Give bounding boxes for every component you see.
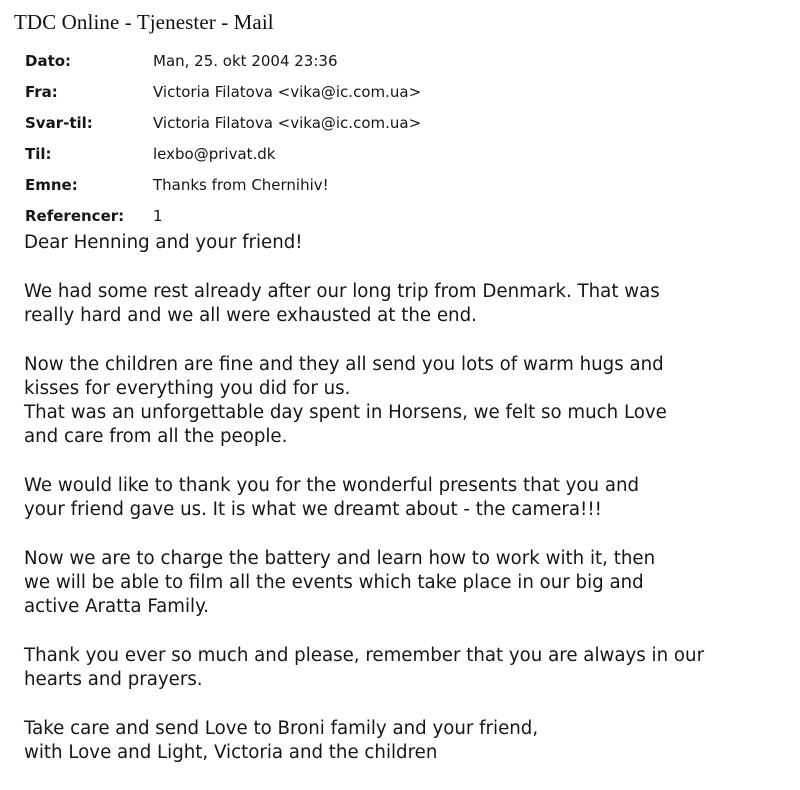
body-line: Thank you ever so much and please, remember that you are always in our bbox=[24, 644, 705, 666]
body-line: and care from all the people. bbox=[24, 426, 288, 448]
references-value: 1 bbox=[153, 207, 163, 225]
paragraph-children bbox=[24, 353, 796, 450]
body-line: Now we are to charge the battery and learn how to work with it, then bbox=[24, 547, 656, 569]
paragraph-trip bbox=[24, 280, 796, 328]
greeting-line: Dear Henning and your friend! bbox=[24, 232, 303, 253]
body-line: active Aratta Family. bbox=[24, 596, 210, 618]
body-line: kisses for everything you did for us. bbox=[24, 377, 351, 399]
subject-value: Thanks from Chernihiv! bbox=[153, 176, 329, 194]
body-line: Take care and send Love to Broni family and your friend, bbox=[24, 717, 539, 739]
date-label: Dato: bbox=[25, 52, 72, 70]
date-value: Man, 25. okt 2004 23:36 bbox=[153, 52, 338, 70]
reply-to-label: Svar-til: bbox=[25, 114, 93, 132]
body-line: hearts and prayers. bbox=[24, 669, 203, 691]
body-line: your friend gave us. It is what we dreamt about - the camera!!! bbox=[24, 499, 602, 521]
body-line: We would like to thank you for the wonderful presents that you and bbox=[24, 474, 640, 496]
mail-body bbox=[24, 231, 796, 790]
signature-line: with Love and Light, Victoria and the children bbox=[24, 742, 438, 764]
subject-label: Emne: bbox=[25, 176, 78, 194]
to-value: lexbo@privat.dk bbox=[153, 145, 276, 163]
body-line: We had some rest already after our long trip from Denmark. That was bbox=[24, 280, 660, 302]
references-label: Referencer: bbox=[25, 207, 125, 225]
paragraph-thanks bbox=[24, 644, 796, 692]
greeting-paragraph bbox=[24, 231, 796, 255]
body-line: Now the children are fine and they all send you lots of warm hugs and bbox=[24, 353, 664, 375]
page-title: TDC Online - Tjenester - Mail bbox=[14, 10, 274, 34]
paragraph-presents bbox=[24, 474, 796, 522]
from-value: Victoria Filatova <vika@ic.com.ua> bbox=[153, 83, 422, 101]
paragraph-camera bbox=[24, 547, 796, 620]
to-label: Til: bbox=[25, 145, 52, 163]
from-label: Fra: bbox=[25, 83, 58, 101]
paragraph-signoff bbox=[24, 717, 796, 765]
reply-to-value: Victoria Filatova <vika@ic.com.ua> bbox=[153, 114, 422, 132]
body-line: That was an unforgettable day spent in Horsens, we felt so much Love bbox=[24, 402, 667, 424]
body-line: really hard and we all were exhausted at the end. bbox=[24, 304, 477, 326]
body-line: we will be able to film all the events which take place in our big and bbox=[24, 572, 644, 594]
